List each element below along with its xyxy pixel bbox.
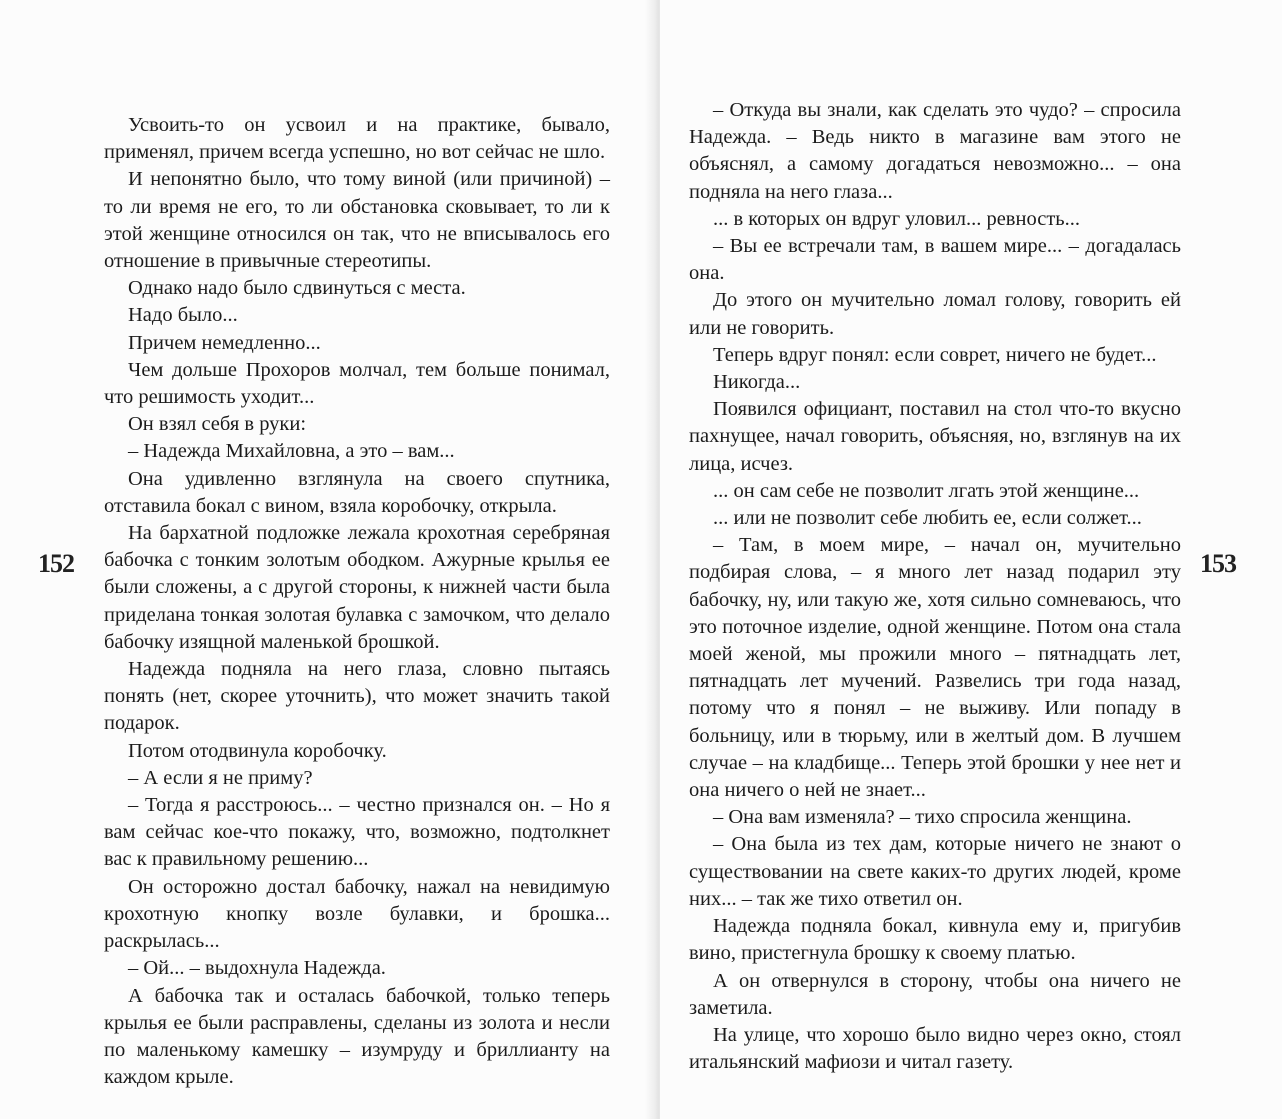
paragraph: Она удивленно взглянула на своего спутника, отставила бокал с вином, взяла коробочку, открыла. (104, 467, 610, 517)
paragraph: Причем немедленно... (128, 331, 321, 354)
paragraph: – Тогда я расстроюсь... – честно признался он. – Но я вам сейчас кое-что покажу, что, возможно, подтолкнет вас к правильному решению... (104, 794, 610, 871)
paragraph: На бархатной подложке лежала крохотная серебряная бабочка с тонким золотым ободком. Ажурные крылья ее были сложены, а с другой стороны, к нижней части была приделана тонкая золотая булавка с замочком, что делало бабочку изящной маленькой брошкой. (104, 522, 610, 653)
paragraph: ... в которых он вдруг уловил... ревность... (713, 207, 1080, 230)
paragraph: – Она вам изменяла? – тихо спросила женщина. (713, 806, 1132, 829)
paragraph: Надежда подняла на него глаза, словно пытаясь понять (нет, скорее уточнить), что может значить такой подарок. (104, 658, 610, 735)
right-page-text (689, 97, 1181, 1076)
paragraph: А бабочка так и осталась бабочкой, только теперь крылья ее были расправлены, сделаны из золота и несли по маленькому камешку – изумруду и бриллианту на каждом крыле. (104, 984, 610, 1089)
paragraph: – Надежда Михайловна, а это – вам... (128, 440, 455, 463)
paragraph: Появился официант, поставил на стол что-то вкусно пахнущее, начал говорить, объясняя, но, взглянув на их лица, исчез. (689, 398, 1181, 475)
paragraph: До этого он мучительно ломал голову, говорить ей или не говорить. (689, 289, 1181, 339)
paragraph: – Она была из тех дам, которые ничего не знают о существовании на свете каких-то других людей, кроме них... – так же тихо ответил он. (689, 833, 1181, 910)
paragraph: А он отвернулся в сторону, чтобы она ничего не заметила. (689, 969, 1181, 1019)
paragraph: И непонятно было, что тому виной (или причиной) – то ли время не его, то ли обстановка сковывает, то ли к этой женщине относился он так, что не вписывалось его отношение в привычные стереотипы. (104, 168, 610, 273)
paragraph: ... он сам себе не позволит лгать этой женщине... (713, 479, 1140, 502)
paragraph: – Откуда вы знали, как сделать это чудо? – спросила Надежда. – Ведь никто в магазине вам этого не объяснял, а самому догадаться невозможно... – она подняла на него глаза... (689, 99, 1181, 203)
paragraph: Надо было... (128, 304, 238, 327)
paragraph: На улице, что хорошо было видно через окно, стоял итальянский мафиози и читал газету. (689, 1023, 1181, 1074)
paragraph: – Ой... – выдохнула Надежда. (128, 957, 386, 980)
paragraph: – Вы ее встречали там, в вашем мире... – догадалась она. (689, 235, 1181, 285)
left-page-number: 152 (38, 549, 74, 578)
right-page-number: 153 (1200, 549, 1236, 578)
paragraph: Теперь вдруг понял: если соврет, ничего не будет... (713, 343, 1157, 366)
left-page-text (104, 112, 610, 1091)
paragraph: Надежда подняла бокал, кивнула ему и, пригубив вино, пристегнула брошку к своему платью. (689, 915, 1181, 965)
paragraph: Он осторожно достал бабочку, нажал на невидимую крохотную кнопку возле булавки, и брошка... раскрылась... (104, 875, 610, 953)
paragraph: Потом отодвинула коробочку. (128, 739, 387, 762)
paragraph: – Там, в моем мире, – начал он, мучительно подбирая слова, – я много лет назад подарил эту бабочку, ну, или такую же, хотя сильно сомневаюсь, что это поточное изделие, одной женщине. Потом она стала моей женой, мы прожили много – пятнадцать лет, пятнадцать лет мучений. Развелись три года назад, потому что я понял – не выживу. Или попаду в больницу, или в тюрьму, или в желтый дом. В лучшем случае – на кладбище... Теперь этой брошки у нее нет и она ничего о ней не знает... (689, 534, 1181, 802)
paragraph: Чем дольше Прохоров молчал, тем больше понимал, что решимость уходит... (104, 358, 610, 409)
paragraph: Однако надо было сдвинуться с места. (128, 277, 466, 300)
paragraph: ... или не позволит себе любить ее, если солжет... (713, 507, 1142, 530)
paragraph: Он взял себя в руки: (128, 413, 307, 436)
paragraph: Усвоить-то он усвоил и на практике, бывало, применял, причем всегда успешно, но вот сейчас не шло. (104, 114, 610, 164)
paragraph: Никогда... (713, 371, 801, 394)
paragraph: – А если я не приму? (128, 766, 313, 789)
